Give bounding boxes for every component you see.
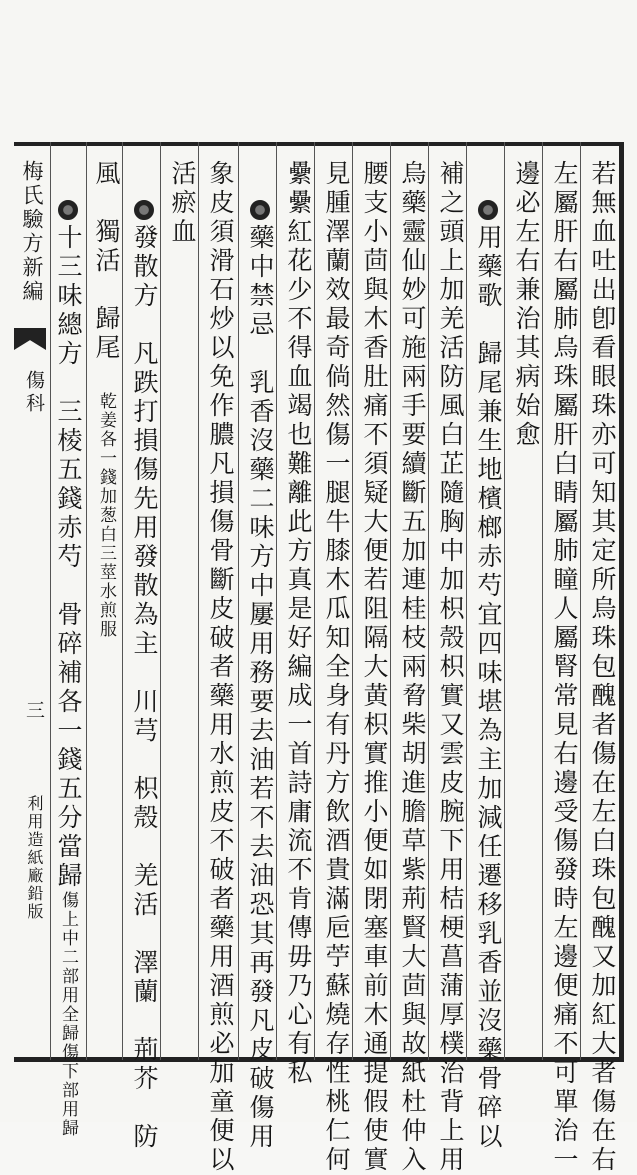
column-rule [238,142,239,1060]
text-column: 邊必左右兼治其病始愈 [512,160,541,450]
section-heading: 藥中禁忌 [246,224,275,340]
section-heading: 發散方 [130,224,159,311]
text-column [52,200,84,1138]
book-title: 梅氏驗方新編 [20,160,44,304]
section-heading: 十三味總方 [54,224,83,369]
annotation-text: 乾姜各一錢加葱白三莖水煎服 [96,392,116,639]
column-text: 凡跌打損傷先用發散為主 川芎 枳殼 羌活 澤蘭 荊芥 防 [130,340,159,1152]
column-text: 乳香沒藥二味方中屢用務要去油若不去油恐其再發凡皮破傷用 [246,369,275,1152]
section-heading: 用藥歌 [474,224,503,311]
text-column [472,200,504,1152]
section-circle-icon [250,200,270,220]
annotation-text: 傷上中二部用全歸傷下部用歸 [58,891,78,1138]
column-rule [198,142,199,1060]
column-rule [160,142,161,1060]
text-column [90,160,122,639]
text-column: 補之頭上加羌活防風白芷隨胸中加枳殼枳實又雲皮腕下用桔梗菖蒲厚樸治背上用 [436,160,465,1175]
section-circle-icon [478,200,498,220]
column-rule [504,142,505,1060]
column-rule [542,142,543,1060]
text-column: 腰支小茴與木香肚痛不須疑大便若阻隔大黄枳實推小便如閉塞車前木通提假使實 [360,160,389,1175]
publisher-imprint: 利用造紙廠鉛版 [25,795,44,921]
text-column: 纍纍紅花少不得血竭也難離此方真是好編成一首詩庸流不肯傳毋乃心有私 [284,160,313,1088]
text-column: 烏藥靈仙妙可施兩手要續斷五加連桂枝兩脅柴胡進膽草紫荊賢大茴與故紙杜仲入 [398,160,427,1175]
column-rule [50,142,51,1060]
section-label: 傷科 [23,370,45,416]
text-column: 見腫澤蘭效最奇倘然傷一腿牛膝木瓜知全身有丹方飲酒貴滿巵苧蘇燒存性桃仁何 [322,160,351,1175]
column-rule [276,142,277,1060]
column-rule [314,142,315,1060]
column-text: 風 獨活 歸尾 [92,160,121,363]
column-rule [352,142,353,1060]
column-text: 三棱五錢赤芍 骨碎補各一錢五分當歸 [54,398,83,891]
column-rule [428,142,429,1060]
column-rule [580,142,581,1060]
section-circle-icon [58,200,78,220]
text-column: 象皮須滑石炒以免作膿凡損傷骨斷皮破者藥用水煎皮不破者藥用酒煎必加童便以 [206,160,235,1175]
text-column: 活瘀血 [168,160,197,247]
column-text: 歸尾兼生地檳榔赤芍宜四味堪為主加減任遷移乳香並沒藥骨碎以 [474,340,503,1152]
page-number: 三 [23,700,45,723]
section-circle-icon [134,200,154,220]
text-column [128,200,160,1152]
text-column: 左屬肝右屬肺烏珠屬肝白睛屬肺瞳人屬腎常見右邊受傷發時左邊便痛不可單治一 [550,160,579,1175]
text-column: 若無血吐出卽看眼珠亦可知其定所烏珠包醜者傷在左白珠包醜又加紅大者傷在右 [588,160,617,1175]
column-rule [466,142,467,1060]
column-rule [122,142,123,1060]
column-rule [390,142,391,1060]
column-rule [86,142,87,1060]
text-column [244,200,276,1152]
